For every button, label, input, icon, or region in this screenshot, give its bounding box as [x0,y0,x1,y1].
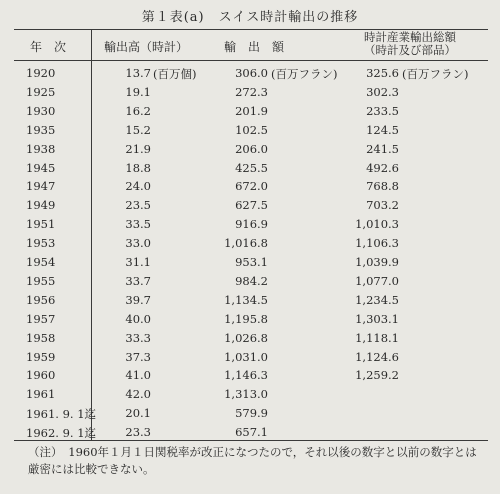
cell-year: 1962. 9. 1迄 [26,426,97,441]
table-row [0,121,500,140]
cell-industry-total: 768.8 [366,179,399,194]
cell-export-units: 20.1 [125,406,151,421]
cell-export-value: 425.5 [235,160,268,175]
cell-export-units: 41.0 [125,368,151,383]
table-row [0,366,500,385]
table-row [0,291,500,310]
cell-year: 1951 [26,217,56,232]
cell-export-value: 272.3 [235,84,268,99]
header-rule [14,60,488,61]
table-row [0,64,500,83]
cell-export-value: 916.9 [235,217,268,232]
cell-year: 1947 [26,179,56,194]
cell-export-units: 39.7 [125,292,151,307]
cell-year: 1958 [26,330,56,345]
table-row [0,159,500,178]
cell-industry-total: 302.3 [366,84,399,99]
cell-export-value: 657.1 [235,425,268,440]
header-industry-total [346,31,474,57]
cell-year: 1935 [26,122,56,137]
table-row [0,234,500,253]
table-footnote: （注） 1960年１月１日関税率が改正になつたので，それ以後の数字と以前の数字とは厳密には比較できない。 [28,445,477,476]
cell-export-units: 23.5 [125,198,151,213]
cell-year: 1954 [26,255,56,269]
cell-industry-total: 1,106.3 [355,236,399,251]
cell-industry-total: 1,077.0 [355,273,399,288]
cell-industry-total: 1,124.6 [355,349,399,364]
cell-export-units: 33.0 [125,236,151,251]
cell-export-value: 206.0 [235,141,268,156]
cell-export-units: 40.0 [125,311,151,326]
cell-year: 1930 [26,103,56,118]
cell-year: 1957 [26,311,56,326]
table-row [0,348,500,367]
cell-year: 1959 [26,349,56,364]
cell-export-value: 672.0 [235,179,268,194]
cell-year: 1961 [26,387,56,402]
cell-year: 1925 [26,84,56,99]
cell-export-units: 13.7 [125,66,151,80]
cell-export-units: 19.1 [125,84,151,99]
cell-industry-total: 1,118.1 [355,330,399,345]
cell-industry-total: 124.5 [366,122,399,137]
table-row [0,329,500,348]
table-title: 第１表(a) スイス時計輸出の推移 [141,10,359,25]
cell-industry-total: 492.6 [366,160,399,175]
cell-industry-total: 1,010.3 [355,217,399,232]
cell-export-value: 1,031.0 [224,349,268,364]
cell-export-value: 1,146.3 [224,368,268,383]
cell-export-units: 42.0 [125,387,151,402]
unit-export-units: (百万個) [153,67,197,81]
unit-export-value: (百万フラン) [271,67,338,81]
cell-year: 1953 [26,236,56,251]
unit-industry-total: (百万フラン) [402,67,469,81]
cell-export-value: 627.5 [235,198,268,213]
cell-export-units: 33.5 [125,217,151,232]
cell-export-value: 1,026.8 [224,330,268,345]
cell-export-units: 31.1 [125,255,151,269]
cell-industry-total: 703.2 [366,198,399,213]
table-row [0,404,500,423]
cell-export-units: 16.2 [125,103,151,118]
cell-export-units: 21.9 [125,141,151,156]
cell-year: 1961. 9. 1迄 [26,407,97,422]
cell-year: 1945 [26,160,56,175]
bottom-rule [14,440,488,441]
header-industry-total-line1: 時計産業輸出総額 [364,30,456,44]
cell-year: 1938 [26,141,56,156]
cell-industry-total: 325.6 [366,66,399,80]
table-row [0,83,500,102]
cell-export-units: 23.3 [125,425,151,440]
cell-industry-total: 1,234.5 [355,292,399,307]
cell-year: 1955 [26,273,56,288]
cell-export-value: 953.1 [235,255,268,269]
cell-export-value: 306.0 [235,66,268,80]
cell-year: 1949 [26,198,56,213]
cell-year: 1956 [26,292,56,307]
table-row [0,310,500,329]
cell-industry-total: 233.5 [366,103,399,118]
cell-export-units: 37.3 [125,349,151,364]
header-export-value: 輸出額 [224,40,297,54]
table-row [0,215,500,234]
cell-export-units: 33.3 [125,330,151,345]
table-row [0,272,500,291]
cell-year: 1920 [26,66,56,80]
cell-export-units: 24.0 [125,179,151,194]
cell-export-value: 1,016.8 [224,236,268,251]
cell-export-value: 1,134.5 [224,292,268,307]
cell-export-value: 102.5 [235,122,268,137]
cell-export-value: 579.9 [235,406,268,421]
header-year: 年次 [30,40,79,54]
cell-export-value: 1,313.0 [224,387,268,402]
header-industry-total-line2: （時計及び部品） [364,43,456,57]
cell-export-units: 15.2 [125,122,151,137]
table-row [0,140,500,159]
cell-export-value: 1,195.8 [224,311,268,326]
cell-export-value: 984.2 [235,273,268,288]
cell-industry-total: 1,259.2 [355,368,399,383]
cell-industry-total: 241.5 [366,141,399,156]
cell-export-units: 18.8 [125,160,151,175]
table-row [0,102,500,121]
table-row [0,253,500,272]
table-row [0,177,500,196]
header-export-units: 輸出高（時計） [104,40,189,54]
cell-industry-total: 1,039.9 [355,255,399,269]
cell-industry-total: 1,303.1 [355,311,399,326]
table-row [0,196,500,215]
cell-export-units: 33.7 [125,273,151,288]
cell-year: 1960 [26,368,56,383]
cell-export-value: 201.9 [235,103,268,118]
table-row [0,385,500,404]
